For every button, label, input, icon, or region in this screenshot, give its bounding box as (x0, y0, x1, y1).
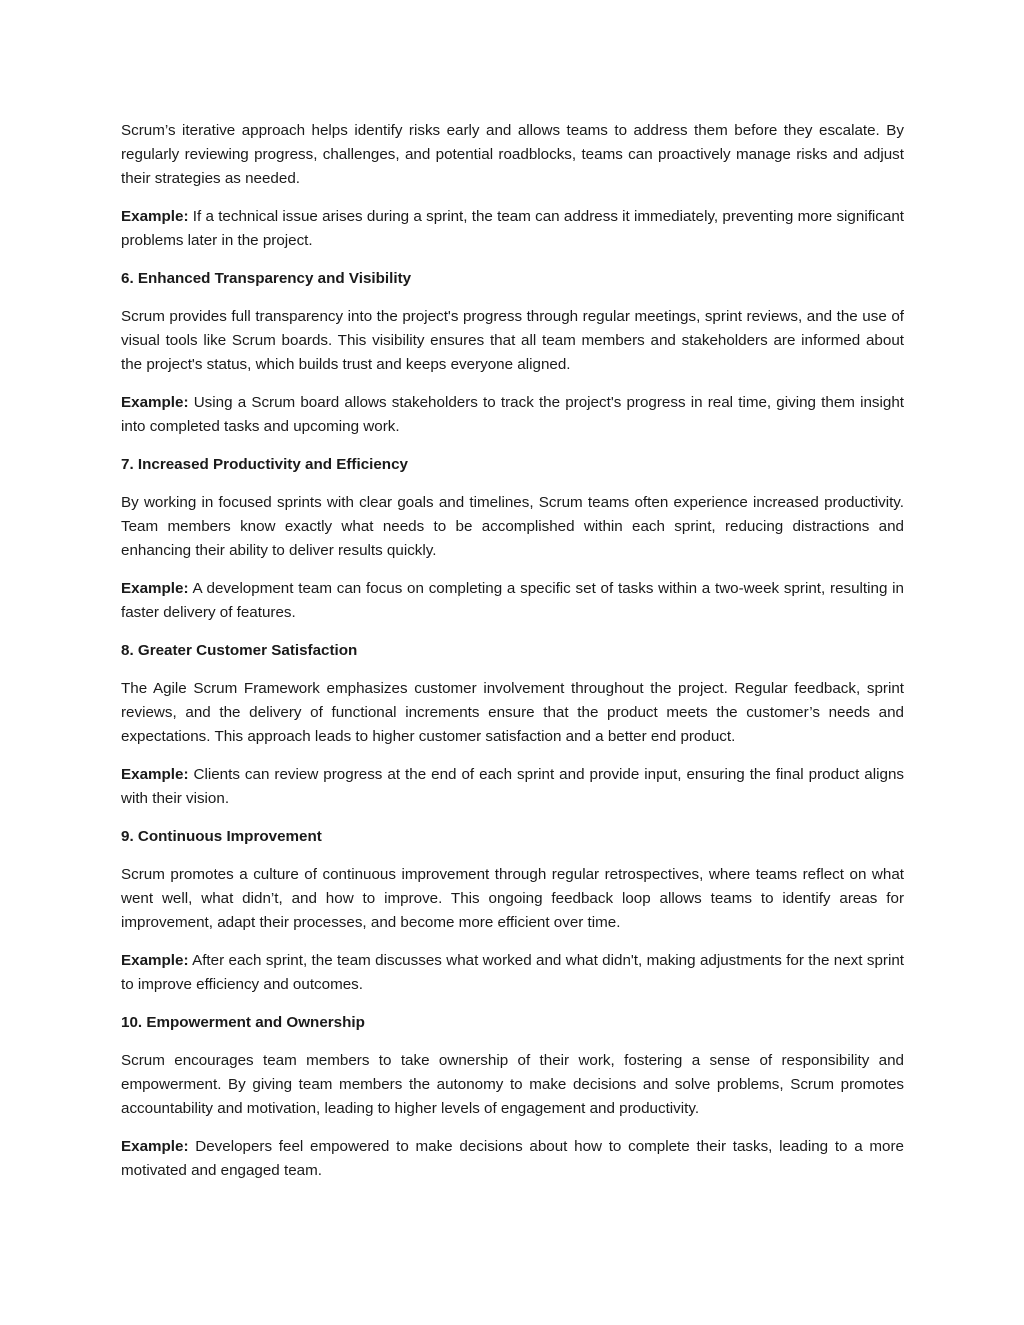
example-text: After each sprint, the team discusses what worked and what didn't, making adjustments for the next sprint to improve efficiency and outcomes. (121, 952, 904, 993)
example-text: A development team can focus on completing a specific set of tasks within a two-week sprint, resulting in faster delivery of features. (121, 580, 904, 621)
section-example-continuous-improvement (121, 949, 904, 997)
intro-example (121, 205, 904, 253)
example-label: Example: (121, 766, 189, 783)
section-heading-empowerment: 10. Empowerment and Ownership (121, 1014, 365, 1031)
example-text: Developers feel empowered to make decisions about how to complete their tasks, leading to a more motivated and engaged team. (121, 1138, 904, 1179)
section-example-empowerment (121, 1135, 904, 1183)
section-body-transparency: Scrum provides full transparency into the project's progress through regular meetings, sprint reviews, and the use of visual tools like Scrum boards. This visibility ensures that all team members and stakeholders are informed about the project's status, which builds trust and keeps everyone aligned. (121, 308, 904, 373)
document-page (121, 119, 904, 1197)
section-body-continuous-improvement: Scrum promotes a culture of continuous improvement through regular retrospectives, where teams reflect on what went well, what didn’t, and how to improve. This ongoing feedback loop allows teams to identify areas for improvement, adapt their processes, and become more efficient over time. (121, 866, 904, 931)
example-text: If a technical issue arises during a sprint, the team can address it immediately, preventing more significant problems later in the project. (121, 208, 904, 249)
example-text: Using a Scrum board allows stakeholders to track the project's progress in real time, giving them insight into completed tasks and upcoming work. (121, 394, 904, 435)
example-label: Example: (121, 952, 189, 969)
section-body-empowerment: Scrum encourages team members to take ownership of their work, fostering a sense of responsibility and empowerment. By giving team members the autonomy to make decisions and solve problems, Scrum promotes accountability and motivation, leading to higher levels of engagement and productivity. (121, 1052, 904, 1117)
example-label: Example: (121, 208, 189, 225)
section-heading-customer-satisfaction: 8. Greater Customer Satisfaction (121, 642, 358, 659)
section-example-productivity (121, 577, 904, 625)
example-text: Clients can review progress at the end of each sprint and provide input, ensuring the final product aligns with their vision. (121, 766, 904, 807)
section-example-transparency (121, 391, 904, 439)
section-heading-continuous-improvement: 9. Continuous Improvement (121, 828, 322, 845)
section-heading-transparency: 6. Enhanced Transparency and Visibility (121, 270, 412, 287)
section-example-customer-satisfaction (121, 763, 904, 811)
section-heading-productivity: 7. Increased Productivity and Efficiency (121, 456, 408, 473)
section-body-productivity: By working in focused sprints with clear goals and timelines, Scrum teams often experience increased productivity. Team members know exactly what needs to be accomplished within each sprint, reducing distractions and enhancing their ability to deliver results quickly. (121, 494, 904, 559)
example-label: Example: (121, 580, 189, 597)
example-label: Example: (121, 394, 189, 411)
intro-paragraph: Scrum’s iterative approach helps identify risks early and allows teams to address them before they escalate. By regularly reviewing progress, challenges, and potential roadblocks, teams can proactively manage risks and adjust their strategies as needed. (121, 122, 904, 187)
example-label: Example: (121, 1138, 189, 1155)
section-body-customer-satisfaction: The Agile Scrum Framework emphasizes customer involvement throughout the project. Regular feedback, sprint reviews, and the delivery of functional increments ensure that the product meets the customer’s needs and expectations. This approach leads to higher customer satisfaction and a better end product. (121, 680, 904, 745)
